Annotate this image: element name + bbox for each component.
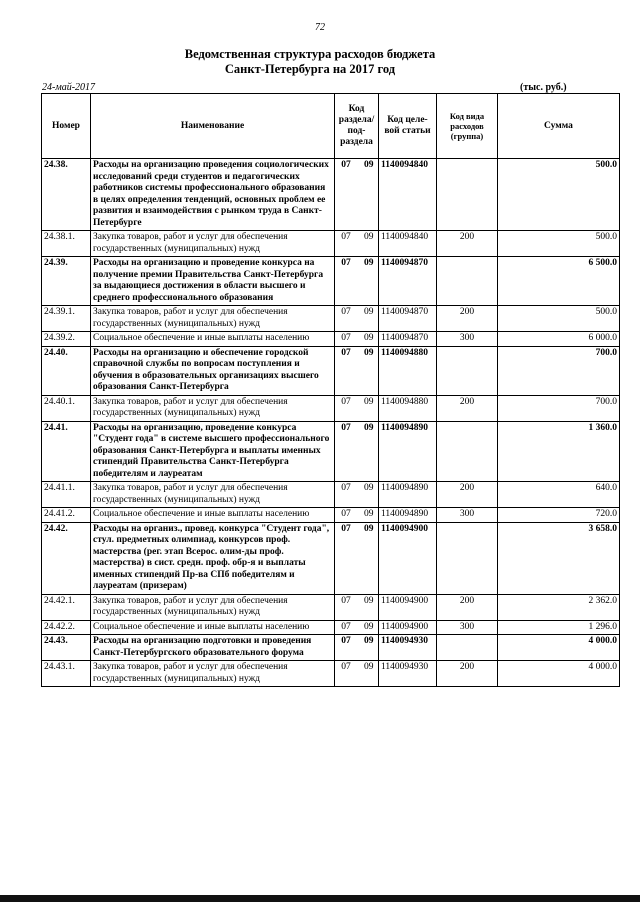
table-row bbox=[42, 421, 620, 482]
row-section-code bbox=[335, 159, 379, 231]
subsection-code: 09 bbox=[364, 347, 374, 358]
section-code: 07 bbox=[341, 160, 351, 170]
row-name: Социальное обеспечение и иные выплаты населению bbox=[91, 508, 335, 523]
section-code: 07 bbox=[341, 307, 351, 317]
row-expense-group: 200 bbox=[437, 231, 498, 257]
row-sum: 3 658.0 bbox=[498, 522, 620, 594]
row-section-code bbox=[335, 661, 379, 687]
row-name: Закупка товаров, работ и услуг для обеспечения государственных (муниципальных) нужд bbox=[91, 395, 335, 421]
row-sum: 1 360.0 bbox=[498, 421, 620, 482]
table-row bbox=[42, 620, 620, 635]
table-body bbox=[42, 159, 620, 687]
header-group: Код вида расходов (группа) bbox=[437, 94, 498, 159]
table-row bbox=[42, 522, 620, 594]
row-sum: 4 000.0 bbox=[498, 661, 620, 687]
table-row bbox=[42, 306, 620, 332]
page-number: 72 bbox=[315, 22, 325, 33]
row-expense-group: 300 bbox=[437, 332, 498, 347]
row-section-code bbox=[335, 231, 379, 257]
row-name: Расходы на организацию проведения социологических исследований среди студентов и педагогических работников системы профессионального образования в целях определения тенденций, основных проблем ее развития и взаимодействия с рынком труда в Санкт-Петербурге bbox=[91, 159, 335, 231]
subsection-code: 09 bbox=[364, 621, 374, 632]
row-expense-group bbox=[437, 346, 498, 395]
row-name: Расходы на организ., провед. конкурса "Студент года", стул. предметных олимпиад, конкурсов проф. мастерства (рег. этап Всерос. олим-ды проф. мастерства) в сист. средн. проф. обр-я и выплаты именных стипендий Пр-ва СПб победителям и лауреатам (призерам) bbox=[91, 522, 335, 594]
row-sum: 6 000.0 bbox=[498, 332, 620, 347]
row-section-code bbox=[335, 306, 379, 332]
table-row bbox=[42, 346, 620, 395]
row-number: 24.38. bbox=[42, 159, 91, 231]
budget-table bbox=[41, 93, 620, 687]
section-code: 07 bbox=[341, 483, 351, 493]
subsection-code: 09 bbox=[364, 422, 374, 433]
row-name: Расходы на организацию и обеспечение городской справочной службы по вопросам поступления и обучения в образовательных организациях высшего образования Санкт-Петербурга bbox=[91, 346, 335, 395]
row-number: 24.39.2. bbox=[42, 332, 91, 347]
row-number: 24.39.1. bbox=[42, 306, 91, 332]
title-line-1: Ведомственная структура расходов бюджета bbox=[184, 47, 436, 61]
page-title bbox=[0, 47, 620, 77]
table-row bbox=[42, 332, 620, 347]
subsection-code: 09 bbox=[364, 509, 374, 519]
row-target-code: 1140094900 bbox=[379, 594, 437, 620]
row-section-code bbox=[335, 395, 379, 421]
row-expense-group: 200 bbox=[437, 594, 498, 620]
row-target-code: 1140094870 bbox=[379, 257, 437, 306]
section-code: 07 bbox=[341, 523, 351, 534]
section-code: 07 bbox=[341, 422, 351, 433]
subsection-code: 09 bbox=[364, 483, 374, 493]
row-section-code bbox=[335, 635, 379, 661]
table-row bbox=[42, 231, 620, 257]
section-code: 07 bbox=[341, 509, 351, 519]
row-number: 24.42. bbox=[42, 522, 91, 594]
row-sum: 4 000.0 bbox=[498, 635, 620, 661]
row-expense-group: 200 bbox=[437, 661, 498, 687]
row-target-code: 1140094890 bbox=[379, 421, 437, 482]
row-target-code: 1140094930 bbox=[379, 635, 437, 661]
table-row bbox=[42, 594, 620, 620]
table-row bbox=[42, 395, 620, 421]
row-name: Расходы на организацию подготовки и проведения Санкт-Петербургского образовательного форума bbox=[91, 635, 335, 661]
header-number: Номер bbox=[42, 94, 91, 159]
section-code: 07 bbox=[341, 333, 351, 343]
row-target-code: 1140094880 bbox=[379, 346, 437, 395]
header-target: Код целе-вой статьи bbox=[379, 94, 437, 159]
row-target-code: 1140094930 bbox=[379, 661, 437, 687]
section-code: 07 bbox=[341, 232, 351, 242]
row-section-code bbox=[335, 594, 379, 620]
subsection-code: 09 bbox=[364, 258, 374, 268]
row-expense-group: 200 bbox=[437, 306, 498, 332]
row-name: Закупка товаров, работ и услуг для обеспечения государственных (муниципальных) нужд bbox=[91, 594, 335, 620]
row-sum: 1 296.0 bbox=[498, 620, 620, 635]
row-sum: 2 362.0 bbox=[498, 594, 620, 620]
table-row bbox=[42, 635, 620, 661]
row-name: Закупка товаров, работ и услуг для обеспечения государственных (муниципальных) нужд bbox=[91, 661, 335, 687]
table-header-row bbox=[42, 94, 620, 159]
row-section-code bbox=[335, 257, 379, 306]
row-target-code: 1140094870 bbox=[379, 332, 437, 347]
row-expense-group bbox=[437, 635, 498, 661]
header-section: Код раздела/ под-раздела bbox=[335, 94, 379, 159]
row-section-code bbox=[335, 421, 379, 482]
row-sum: 700.0 bbox=[498, 346, 620, 395]
row-name: Закупка товаров, работ и услуг для обеспечения государственных (муниципальных) нужд bbox=[91, 231, 335, 257]
row-number: 24.43.1. bbox=[42, 661, 91, 687]
row-section-code bbox=[335, 508, 379, 523]
row-number: 24.40. bbox=[42, 346, 91, 395]
row-expense-group: 200 bbox=[437, 482, 498, 508]
row-sum: 6 500.0 bbox=[498, 257, 620, 306]
title-line-2: Санкт-Петербурга на 2017 год bbox=[224, 62, 396, 76]
row-sum: 640.0 bbox=[498, 482, 620, 508]
row-expense-group: 200 bbox=[437, 395, 498, 421]
row-number: 24.42.1. bbox=[42, 594, 91, 620]
row-sum: 500.0 bbox=[498, 306, 620, 332]
row-expense-group bbox=[437, 257, 498, 306]
row-number: 24.39. bbox=[42, 257, 91, 306]
section-code: 07 bbox=[341, 258, 351, 268]
row-name: Закупка товаров, работ и услуг для обеспечения государственных (муниципальных) нужд bbox=[91, 482, 335, 508]
row-target-code: 1140094890 bbox=[379, 482, 437, 508]
subsection-code: 09 bbox=[364, 333, 374, 343]
row-sum: 700.0 bbox=[498, 395, 620, 421]
row-number: 24.43. bbox=[42, 635, 91, 661]
section-code: 07 bbox=[341, 595, 351, 606]
row-section-code bbox=[335, 620, 379, 635]
row-name: Расходы на организацию и проведение конкурса на получение премии Правительства Санкт-Петербурга за выдающиеся достижения в области высшего и среднего профессионального образования bbox=[91, 257, 335, 306]
document-date: 24-май-2017 bbox=[42, 82, 96, 93]
row-number: 24.41.1. bbox=[42, 482, 91, 508]
subsection-code: 09 bbox=[364, 636, 374, 646]
row-target-code: 1140094900 bbox=[379, 522, 437, 594]
row-expense-group: 300 bbox=[437, 620, 498, 635]
table-row bbox=[42, 482, 620, 508]
row-target-code: 1140094870 bbox=[379, 306, 437, 332]
row-name: Закупка товаров, работ и услуг для обеспечения государственных (муниципальных) нужд bbox=[91, 306, 335, 332]
currency-units: (тыс. руб.) bbox=[520, 82, 567, 93]
row-number: 24.38.1. bbox=[42, 231, 91, 257]
row-target-code: 1140094840 bbox=[379, 231, 437, 257]
section-code: 07 bbox=[341, 347, 351, 358]
row-expense-group bbox=[437, 159, 498, 231]
row-sum: 720.0 bbox=[498, 508, 620, 523]
row-sum: 500.0 bbox=[498, 231, 620, 257]
subsection-code: 09 bbox=[364, 523, 374, 534]
bottom-scan-bar bbox=[0, 895, 640, 902]
row-number: 24.42.2. bbox=[42, 620, 91, 635]
subsection-code: 09 bbox=[364, 160, 374, 170]
table-row bbox=[42, 508, 620, 523]
row-target-code: 1140094900 bbox=[379, 620, 437, 635]
table-row bbox=[42, 159, 620, 231]
section-code: 07 bbox=[341, 621, 351, 632]
row-section-code bbox=[335, 482, 379, 508]
row-section-code bbox=[335, 522, 379, 594]
row-target-code: 1140094880 bbox=[379, 395, 437, 421]
row-section-code bbox=[335, 332, 379, 347]
row-sum: 500.0 bbox=[498, 159, 620, 231]
header-sum: Сумма bbox=[498, 94, 620, 159]
row-section-code bbox=[335, 346, 379, 395]
row-expense-group: 300 bbox=[437, 508, 498, 523]
subsection-code: 09 bbox=[364, 396, 374, 407]
row-target-code: 1140094890 bbox=[379, 508, 437, 523]
section-code: 07 bbox=[341, 396, 351, 407]
row-name: Социальное обеспечение и иные выплаты населению bbox=[91, 332, 335, 347]
subsection-code: 09 bbox=[364, 662, 374, 672]
row-number: 24.40.1. bbox=[42, 395, 91, 421]
row-name: Социальное обеспечение и иные выплаты населению bbox=[91, 620, 335, 635]
row-expense-group bbox=[437, 421, 498, 482]
table-row bbox=[42, 661, 620, 687]
section-code: 07 bbox=[341, 636, 351, 646]
row-expense-group bbox=[437, 522, 498, 594]
header-name: Наименование bbox=[91, 94, 335, 159]
row-name: Расходы на организацию, проведение конкурса "Студент года" в системе высшего профессионального образования Санкт-Петербурга и выплаты именных стипендий Правительства Санкт-Петербурга победителям и лауреатам bbox=[91, 421, 335, 482]
subsection-code: 09 bbox=[364, 595, 374, 606]
subsection-code: 09 bbox=[364, 307, 374, 317]
row-number: 24.41. bbox=[42, 421, 91, 482]
row-number: 24.41.2. bbox=[42, 508, 91, 523]
subsection-code: 09 bbox=[364, 232, 374, 242]
section-code: 07 bbox=[341, 662, 351, 672]
row-target-code: 1140094840 bbox=[379, 159, 437, 231]
table-row bbox=[42, 257, 620, 306]
